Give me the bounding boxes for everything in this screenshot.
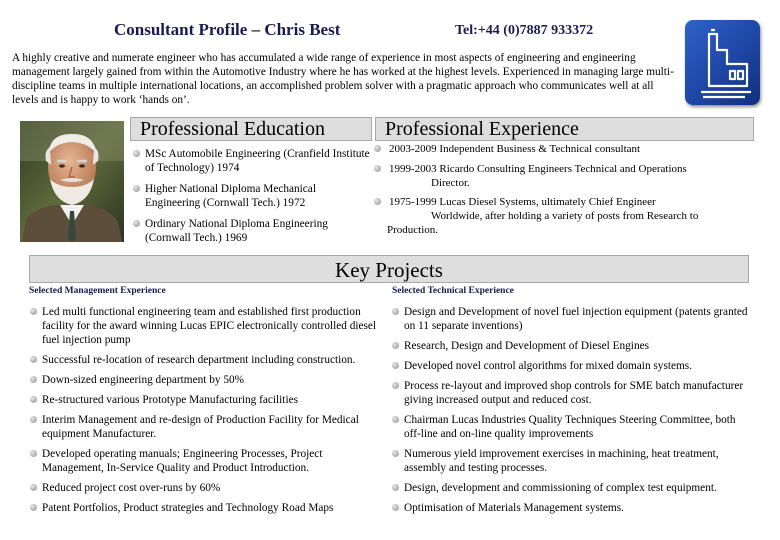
list-item: Down-sized engineering department by 50% [30,373,380,387]
experience-heading: Professional Experience [375,117,754,141]
bullet-icon [392,504,399,511]
list-item: Led multi functional engineering team and established first production facility for the award winning Lucas EPIC electronically controlled diesel fuel injection pump [30,305,380,347]
bullet-icon [30,356,37,363]
bullet-icon [392,342,399,349]
list-item: Chairman Lucas Industries Quality Techniques Steering Committee, both off-line and on-line quality improvements [392,413,752,441]
key-projects-heading: Key Projects [29,255,749,283]
list-item: Developed operating manuals; Engineering Processes, Project Management, In-Service Quality and Product Introduction. [30,447,380,475]
bullet-icon [133,220,140,227]
list-item: 1999-2003 Ricardo Consulting Engineers Technical and Operations Director. [374,162,759,190]
bullet-icon [374,198,381,205]
education-list [133,147,373,252]
intro-paragraph: A highly creative and numerate engineer who has accumulated a wide range of experience in most aspects of engineering and engineering management largely gained from within the Automotive Industry where he has worked at the highest levels. Experienced in managing large multi-discipline teams in multiple international locations, an accomplished problem solver with a pragmatic approach who communicates well at all levels and is happy to work ‘hands on’. [12,52,674,106]
list-item: Re-structured various Prototype Manufacturing facilities [30,393,380,407]
list-item: Research, Design and Development of Diesel Engines [392,339,752,353]
list-item: Design, development and commissioning of complex test equipment. [392,481,752,495]
bullet-icon [30,484,37,491]
list-item: Design and Development of novel fuel injection equipment (patents granted on 11 separate inventions) [392,305,752,333]
list-item: 2003-2009 Independent Business & Technical consultant [374,142,759,156]
list-item: Numerous yield improvement exercises in machining, heat treatment, assembly and testing processes. [392,447,752,475]
list-item: Patent Portfolios, Product strategies and Technology Road Maps [30,501,380,515]
list-item: Process re-layout and improved shop controls for SME batch manufacturer giving increased output and reduced cost. [392,379,752,407]
bullet-icon [392,484,399,491]
list-item: MSc Automobile Engineering (Cranfield Institute of Technology) 1974 [133,147,373,175]
bullet-icon [30,504,37,511]
bullet-icon [392,450,399,457]
experience-list [374,142,759,237]
profile-photo [20,121,124,242]
bullet-icon [392,362,399,369]
list-item: 1975-1999 Lucas Diesel Systems, ultimately Chief Engineer Worldwide, after holding a variety of posts from Research to Production. [374,195,759,237]
list-item: Successful re-location of research department including construction. [30,353,380,367]
technical-subheading: Selected Technical Experience [392,286,514,296]
bullet-icon [30,308,37,315]
management-list [30,305,380,521]
bullet-icon [30,450,37,457]
list-item: Reduced project cost over-runs by 60% [30,481,380,495]
bullet-icon [133,185,140,192]
bullet-icon [392,382,399,389]
page-title: Consultant Profile – Chris Best [114,20,341,39]
bullet-icon [133,150,140,157]
bullet-icon [30,376,37,383]
technical-list [392,305,752,521]
bullet-icon [30,396,37,403]
list-item: Ordinary National Diploma Engineering (Cornwall Tech.) 1969 [133,217,373,245]
bullet-icon [392,308,399,315]
management-subheading: Selected Management Experience [29,286,166,296]
bullet-icon [392,416,399,423]
bullet-icon [374,165,381,172]
bullet-icon [30,416,37,423]
list-item: Developed novel control algorithms for mixed domain systems. [392,359,752,373]
list-item: Higher National Diploma Mechanical Engineering (Cornwall Tech.) 1972 [133,182,373,210]
list-item: Optimisation of Materials Management systems. [392,501,752,515]
bullet-icon [374,145,381,152]
phone-number: Tel:+44 (0)7887 933372 [455,23,594,38]
company-logo-icon [685,20,760,105]
list-item: Interim Management and re-design of Production Facility for Medical equipment Manufacturer. [30,413,380,441]
education-heading: Professional Education [130,117,372,141]
